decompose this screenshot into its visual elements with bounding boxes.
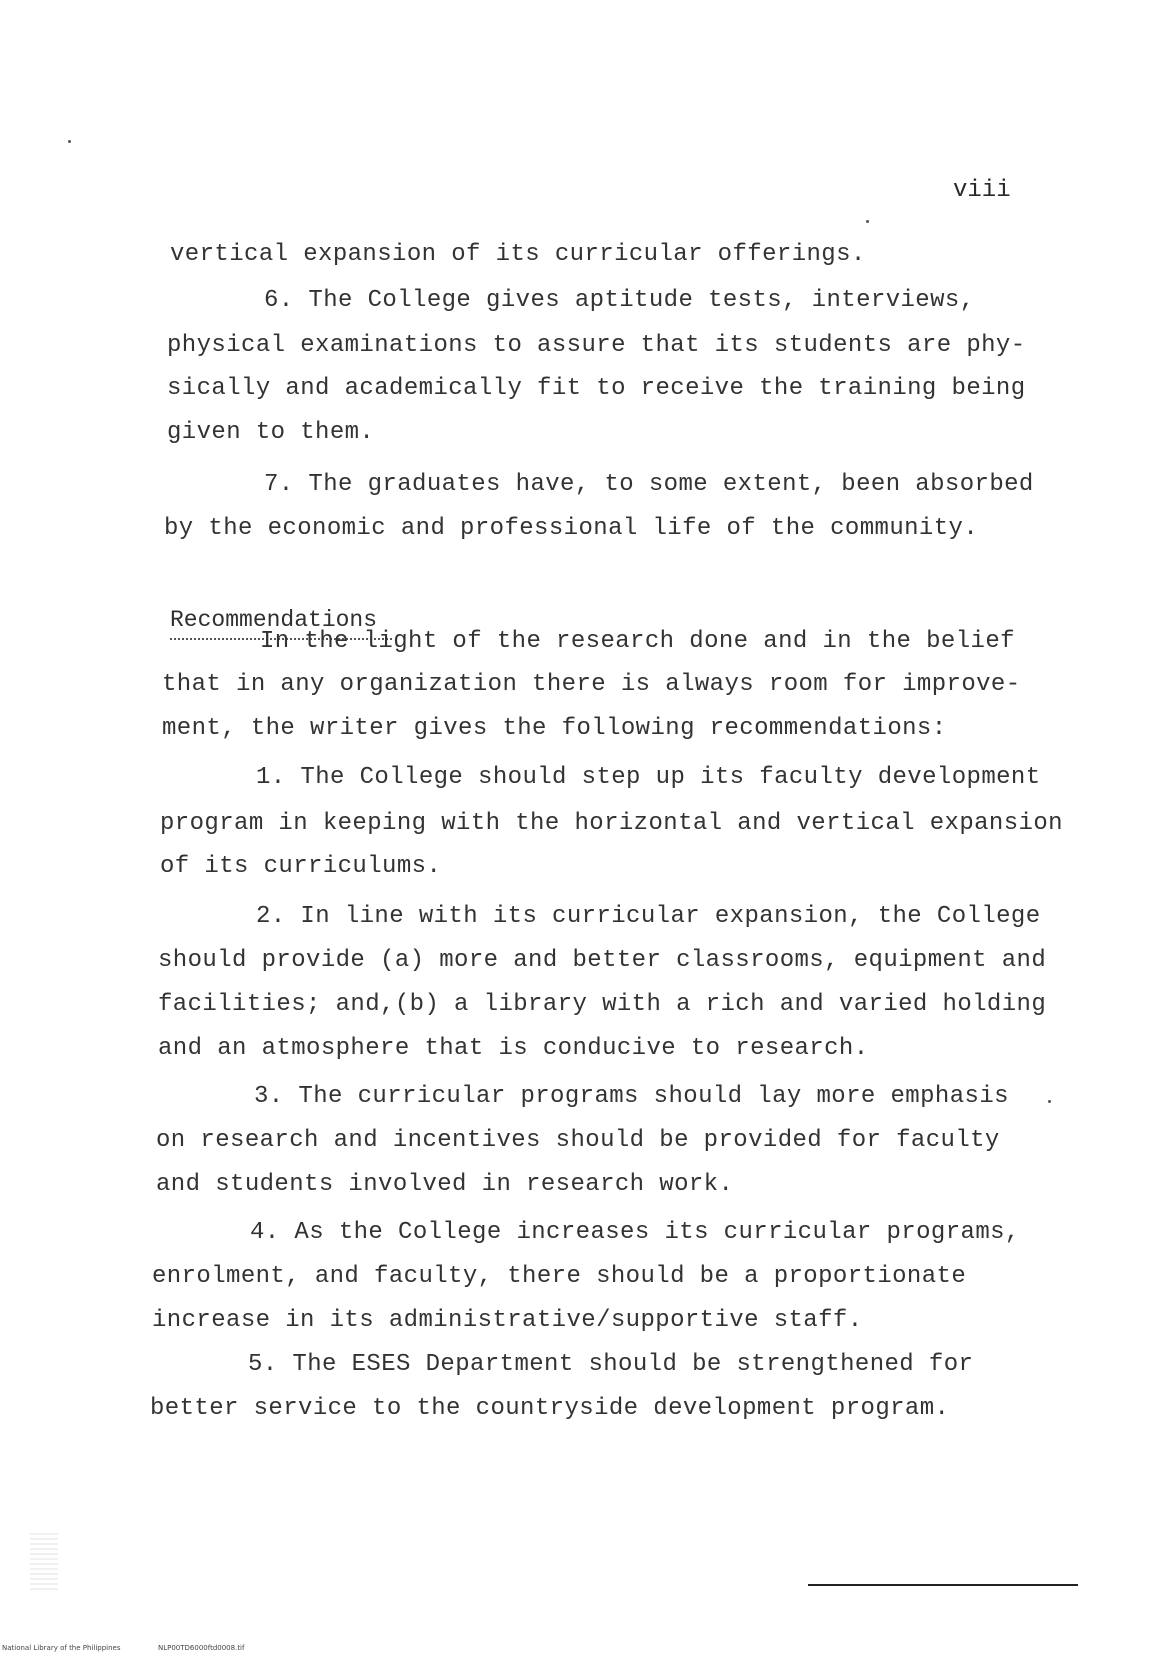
- text-line: vertical expansion of its curricular offerings.: [170, 241, 866, 268]
- scan-speck: [68, 140, 71, 143]
- text-line: better service to the countryside development program.: [150, 1395, 950, 1422]
- bottom-rule: [808, 1584, 1078, 1586]
- text-line: and an atmosphere that is conducive to research.: [158, 1035, 869, 1062]
- text-line: enrolment, and faculty, there should be a proportionate: [152, 1263, 967, 1290]
- text-line: physical examinations to assure that its students are phy-: [167, 332, 1026, 359]
- footer-source: National Library of the Philippines: [2, 1644, 121, 1652]
- scan-speck: [1048, 1100, 1051, 1103]
- text-line: on research and incentives should be provided for faculty: [156, 1127, 1000, 1154]
- text-line: 5. The ESES Department should be strengthened for: [248, 1351, 974, 1378]
- text-line: 2. In line with its curricular expansion, the College: [256, 903, 1041, 930]
- text-line: given to them.: [167, 419, 375, 446]
- scan-speck: [866, 220, 869, 223]
- text-line: facilities; and,(b) a library with a rich and varied holding: [158, 991, 1047, 1018]
- text-line: 7. The graduates have, to some extent, been absorbed: [264, 471, 1034, 498]
- text-line: 1. The College should step up its faculty development: [256, 764, 1041, 791]
- footer-file: NLP00TD6000ftd0008.tif: [158, 1644, 245, 1652]
- text-line: that in any organization there is always room for improve-: [162, 671, 1021, 698]
- page-number: viii: [953, 177, 1011, 204]
- text-line: sically and academically fit to receive the training being: [167, 375, 1026, 402]
- text-line: ment, the writer gives the following recommendations:: [162, 715, 947, 742]
- text-line: 4. As the College increases its curricular programs,: [250, 1219, 1020, 1246]
- scan-noise: [30, 1530, 58, 1590]
- text-line: should provide (a) more and better classrooms, equipment and: [158, 947, 1047, 974]
- text-line: by the economic and professional life of the community.: [164, 515, 979, 542]
- text-line: 6. The College gives aptitude tests, interviews,: [264, 287, 975, 314]
- text-line: increase in its administrative/supportive staff.: [152, 1307, 863, 1334]
- text-line: In the light of the research done and in the belief: [260, 628, 1015, 655]
- text-line: of its curriculums.: [160, 853, 442, 880]
- text-line: program in keeping with the horizontal and vertical expansion: [160, 810, 1063, 837]
- text-line: and students involved in research work.: [156, 1171, 734, 1198]
- text-line: 3. The curricular programs should lay more emphasis: [254, 1083, 1009, 1110]
- recommendations-heading: Recommendations: [170, 607, 378, 633]
